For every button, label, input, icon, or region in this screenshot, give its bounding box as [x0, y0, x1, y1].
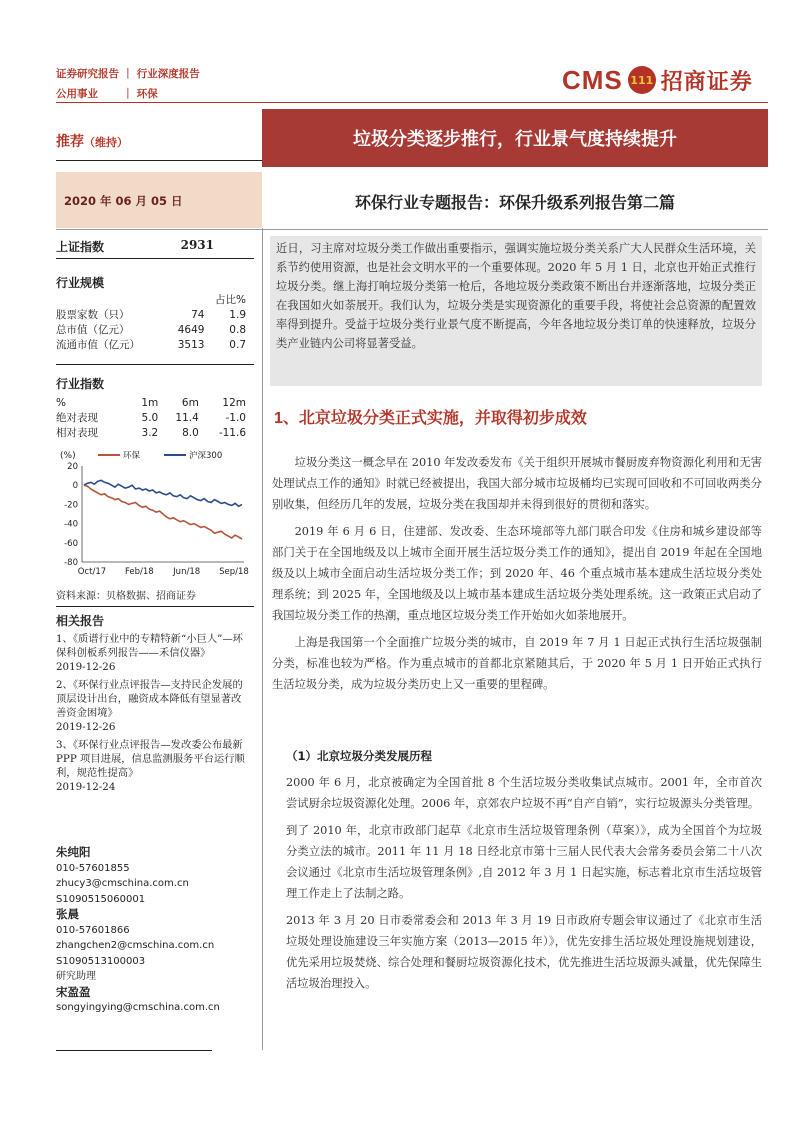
- divider: [56, 606, 254, 607]
- column-divider: [262, 228, 263, 1050]
- rating-main: 推荐: [56, 134, 84, 150]
- chart-source: 资料来源：贝格数据、招商证券: [56, 591, 196, 602]
- analyst-email[interactable]: zhucy3@cmschina.com.cn: [56, 878, 189, 889]
- perf-title: 行业指数: [56, 377, 105, 391]
- cms-logo: [562, 62, 770, 98]
- title-banner: [262, 109, 768, 167]
- scale-col: 占比%: [215, 294, 246, 306]
- logo-cms-text: CMS: [562, 64, 623, 95]
- list-item[interactable]: 2、《环保行业点评报告—支持民企发展的顶层设计出台，融资成本降低有望显著改善资金困境》 2019-12-26: [56, 679, 243, 733]
- y-tick-label: -60: [64, 538, 78, 549]
- analyst-name: 张晨: [56, 907, 79, 921]
- paragraph: 垃圾分类这一概念早在 2010 年发改委发布《关于组织开展城市餐厨废弃物资源化利用和无害处理试点工作的通知》时就已经被提出，我国大部分城市垃圾桶均已实现可回收和不可回收两类分别收集，但经历几年的发展，垃圾分类在我国却并未得到很好的贯彻和落实。: [272, 456, 762, 511]
- x-tick-label: Feb/18: [124, 567, 154, 577]
- summary-box: 近日，习主席对垃圾分类工作做出重要指示，强调实施垃圾分类关系广大人民群众生活环境，关系节约使用资源，也是社会文明水平的一个重要体现。2020 年 5 月 1 日，北京也开始正式推行垃圾分类。继上海打响垃圾分类第一枪后，各地垃圾分类政策不断出台并逐渐落地，垃圾分类正在我国如火如荼展开。我们认为，垃圾分类是实现资源化的重要手段，将使社会总资源的配置效率得到提升。受益于垃圾分类行业景气度不断提高，今年各地垃圾分类订单的快速释放，垃圾分类产业链内公司将显著受益。: [270, 236, 762, 386]
- series-line-沪深300: [84, 480, 242, 506]
- table-row: 相对表现 3.2 8.0 -11.6: [56, 426, 246, 439]
- related-list: [56, 632, 246, 794]
- paragraph: 2019 年 6 月 6 日，住建部、发改委、生态环境部等九部门联合印发《住房和城乡建设部等部门关于在全国地级及以上城市全面开展生活垃圾分类工作的通知》，提出自 2019 年起在全国地级及以上城市全面启动生活垃圾分类工作；到 2020 年、46 个重点城市基本建成生活垃圾分类处理系统；到 2025 年，全国地级及以上城市基本建成生活垃圾分类处理系统。这一政策正式启动了我国垃圾分类工作的热潮，重点地区垃圾分类工作开始如火如荼地展开。: [272, 525, 762, 622]
- divider: [56, 258, 254, 259]
- report-date: 2020 年 06 月 05 日: [64, 194, 183, 208]
- section-heading: 1、北京垃圾分类正式实施，并取得初步成效: [274, 410, 587, 427]
- list-item[interactable]: 1、《质谱行业中的专精特新“小巨人”—环保科创板系列报告——禾信仪器》 2019-12-26: [56, 633, 243, 673]
- y-tick-label: -80: [64, 558, 78, 568]
- paragraph: 2000 年 6 月，北京被确定为全国首批 8 个生活垃圾分类收集试点城市。2001 年，全市首次尝试厨余垃圾资源化处理。2006 年，京郊农户垃圾不再“自产自销”，实行垃圾源头分类管理。: [286, 776, 762, 810]
- rating-divider: [56, 160, 262, 161]
- x-tick-label: Sep/18: [219, 567, 249, 577]
- legend-label: 环保: [123, 451, 141, 461]
- report-type: 证券研究报告 ｜ 行业深度报告: [56, 68, 200, 80]
- y-tick-label: 0: [72, 481, 78, 492]
- section-body: [272, 452, 762, 695]
- report-title: 垃圾分类逐步推行，行业景气度持续提升: [353, 129, 677, 150]
- footer-divider: [56, 1050, 212, 1051]
- analyst-email[interactable]: zhangchen2@cmschina.com.cn: [56, 940, 215, 951]
- rating-sub: （维持）: [84, 136, 128, 149]
- y-tick-label: 20: [67, 462, 78, 472]
- paragraph: 2013 年 3 月 20 日市委常委会和 2013 年 3 月 19 日市政府专题会审议通过了《北京市生活垃圾处理设施建设三年实施方案（2013—2015 年）》，优先安排生活垃圾处理设施规划建设，优先采用垃圾焚烧、综合处理和餐厨垃圾资源化技术，优先推进生活垃圾源头减量，优先保障生活垃圾治理投入。: [286, 914, 762, 990]
- index-chart: [56, 448, 252, 584]
- x-tick-label: Oct/17: [77, 567, 107, 577]
- y-tick-label: -40: [64, 519, 78, 530]
- table-row: 股票家数（只） 74 1.9: [56, 308, 246, 321]
- logo-cn-text: 招商证券: [660, 69, 753, 95]
- industry-label: 公用事业 ｜ 环保: [56, 88, 158, 100]
- rating: [56, 131, 128, 151]
- subsection-body: [286, 772, 762, 994]
- analyst-name: 朱纯阳: [56, 845, 91, 859]
- perf-table: % 1m 6m 12m 绝对表现 5.0 11.4 -1.0 相对表现 3.2 8.0 -11.6: [56, 396, 246, 439]
- y-tick-label: -20: [64, 500, 78, 511]
- table-row: 流通市值（亿元） 3513 0.7: [56, 338, 246, 351]
- subtitle-divider: [56, 229, 768, 230]
- table-row: 绝对表现 5.0 11.4 -1.0: [56, 411, 246, 424]
- scale-title: 行业规模: [56, 276, 105, 290]
- scale-table: [56, 292, 246, 352]
- index-value: 2931: [180, 238, 214, 252]
- paragraph: 上海是我国第一个全面推广垃圾分类的城市，自 2019 年 7 月 1 日起正式执行生活垃圾强制分类，标准也较为严格。作为重点城市的首都北京紧随其后，于 2020 年 5 月 1 日开始正式执行生活垃圾分类，成为垃圾分类历史上又一重要的里程碑。: [272, 636, 762, 691]
- paragraph: 到了 2010 年，北京市政部门起草《北京市生活垃圾管理条例（草案）》，成为全国首个为垃圾分类立法的城市。2011 年 11 月 18 日经北京市第十三届人民代表大会常务委员会第二十八次会议通过《北京市生活垃圾管理条例》,自 2012 年 3 月 1 日起实施，标志着北京市生活垃圾管理工作走上了法制之路。: [286, 824, 762, 900]
- subsection-heading: （1）北京垃圾分类发展历程: [286, 749, 433, 763]
- legend-label: 沪深300: [189, 451, 223, 461]
- related-title: 相关报告: [56, 614, 105, 628]
- index-row: [56, 238, 254, 255]
- divider: [56, 364, 254, 365]
- table-row: 总市值（亿元） 4649 0.8: [56, 323, 246, 336]
- analysts: 朱纯阳 010-57601855 zhucy3@cmschina.com.cn S1090515060001 张晨 010-57601866 zhangchen2@cmschina.com.cn S1090513100003 研究助理 宋盈盈 songyingying@cmschina.com.cn: [56, 845, 256, 1016]
- index-label: 上证指数: [56, 240, 105, 254]
- assistant-email[interactable]: songyingying@cmschina.com.cn: [56, 1002, 220, 1013]
- report-subtitle: 环保行业专题报告：环保升级系列报告第二篇: [354, 193, 675, 212]
- header-divider: [56, 102, 768, 103]
- x-tick-label: Jun/18: [173, 567, 201, 577]
- list-item[interactable]: 3、《环保行业点评报告—发改委公布最新 PPP 项目进展，信息监测服务平台运行顺利，规范性提高》 2019-12-24: [56, 739, 245, 793]
- y-axis-label: (%): [60, 451, 76, 461]
- assistant-name: 宋盈盈: [56, 984, 91, 999]
- logo-badge-icon: 111: [628, 66, 656, 94]
